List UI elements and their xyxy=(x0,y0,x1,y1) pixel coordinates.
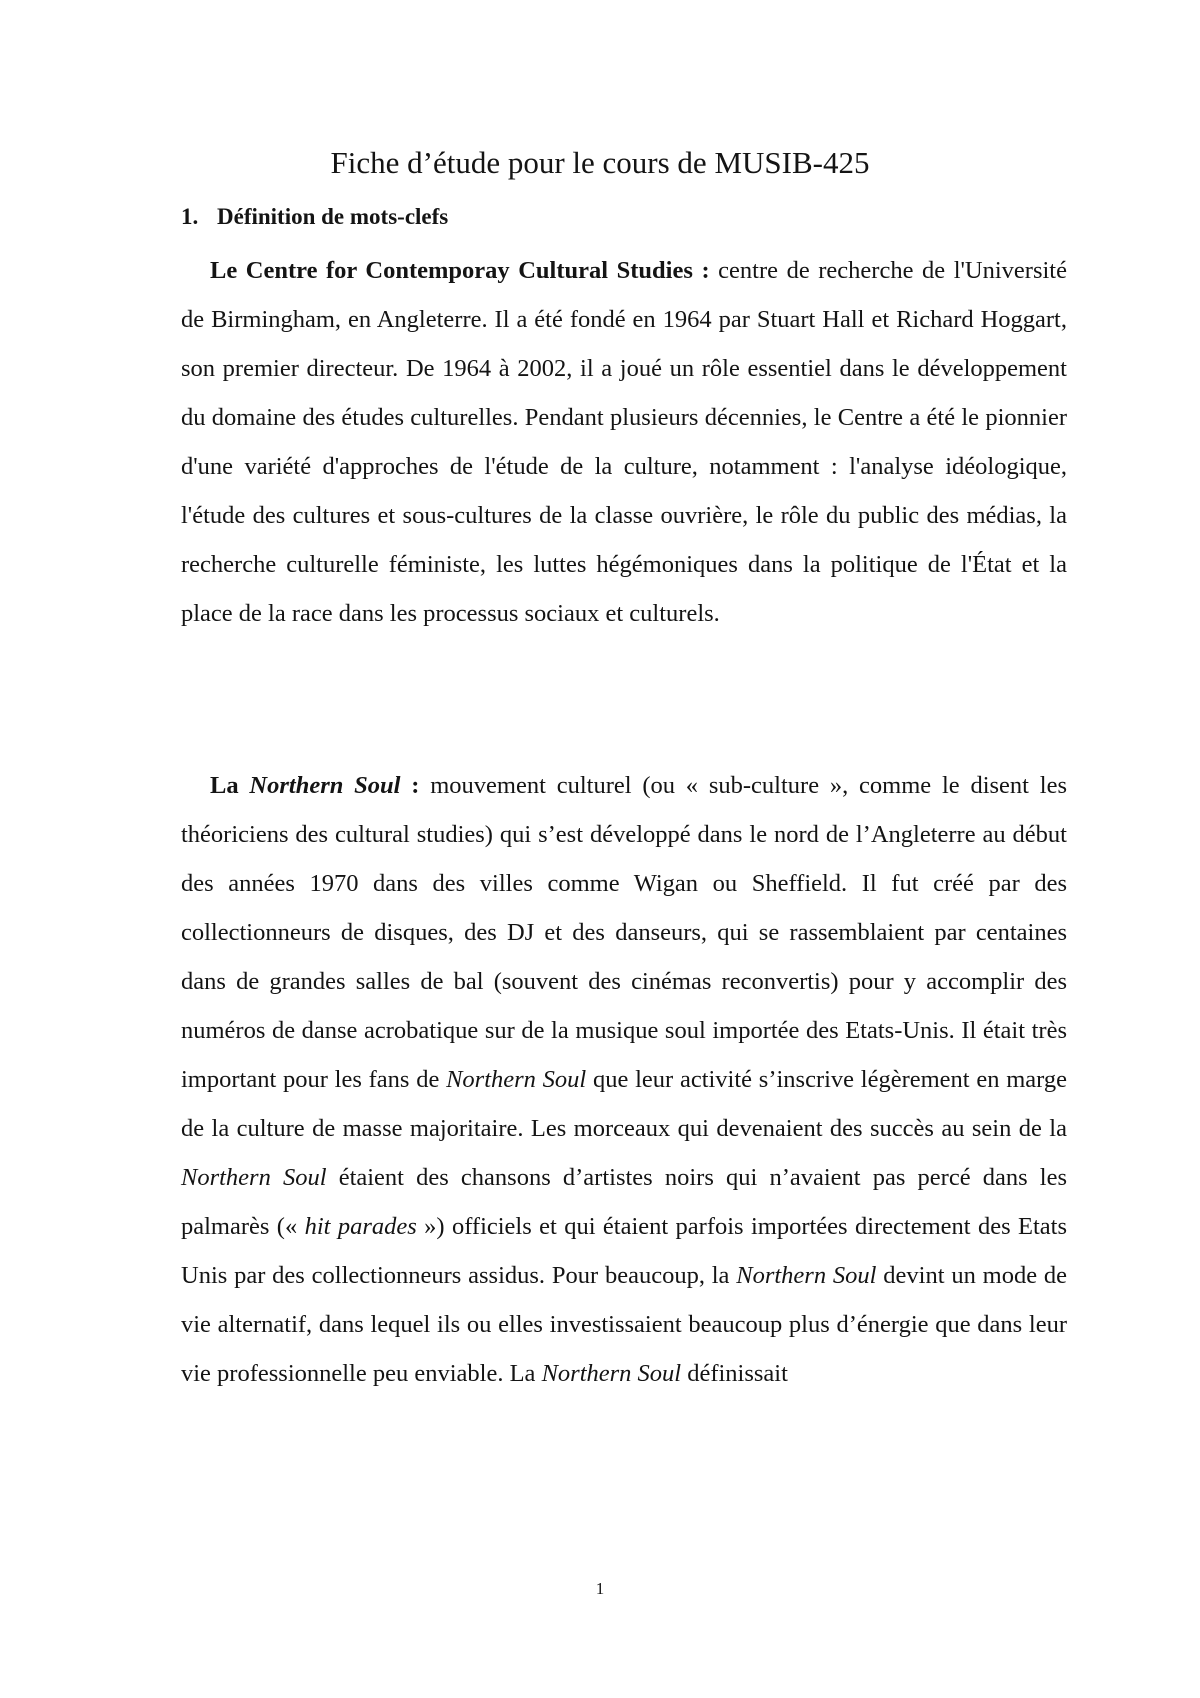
definition-text-ccs: centre de recherche de l'Université de Birmingham, en Angleterre. Il a été fondé en 1964 par Stuart Hall et Richard Hoggart, son premier directeur. De 1964 à 2002, il a joué un rôle essentiel dans le développement du domaine des études culturelles. Pendant plusieurs décennies, le Centre a été le pionnier d'une variété d'approches de l'étude de la culture, notamment : l'analyse idéologique, l'étude des cultures et sous-cultures de la classe ouvrière, le rôle du public des médias, la recherche culturelle féministe, les luttes hégémoniques dans la politique de l'État et la place de la race dans les processus sociaux et culturels. xyxy=(181,257,1067,627)
text-segment: définissait xyxy=(681,1360,788,1387)
definition-term-northern-soul xyxy=(210,772,419,799)
page-number: 1 xyxy=(595,1579,605,1598)
text-segment: que leur activité s’inscrive légèrement en marge de la culture de masse majoritaire. Les morceaux qui devenaient des succès au sein de la xyxy=(181,1066,1068,1142)
section-heading-text: Définition de mots-clefs xyxy=(217,204,449,229)
text-segment: ») officiels et qui étaient parfois importées directement des Etats Unis par des collectionneurs assidus. Pour beaucoup, la xyxy=(181,1213,1067,1289)
italic-term: hit parades xyxy=(297,1213,425,1240)
term-prefix: La xyxy=(210,772,250,799)
definition-northern-soul xyxy=(181,761,1067,1398)
definition-term-ccs: Le Centre for Contemporay Cultural Studies : xyxy=(210,257,710,284)
page-title: Fiche d’étude pour le cours de MUSIB-425 xyxy=(330,145,870,180)
text-segment: étaient des chansons d’artistes noirs qui n’avaient pas percé dans les palmarès (« xyxy=(181,1164,1067,1240)
text-segment: mouvement culturel (ou « sub-culture », comme le disent les théoriciens des cultural studies) qui s’est développé dans le nord de l’Angleterre au début des années 1970 dans des villes comme Wigan ou Sheffield. Il fut créé par des collectionneurs de disques, des DJ et des danseurs, qui se rassemblaient par centaines dans de grandes salles de bal (souvent des cinémas reconvertis) pour y accomplir des numéros de danse acrobatique sur de la musique soul importée des Etats-Unis. Il était très important pour les fans de xyxy=(181,772,1067,1093)
italic-term: Northern Soul xyxy=(181,1164,327,1191)
section-heading xyxy=(181,202,448,232)
definition-ccs xyxy=(181,246,1067,638)
italic-term: Northern Soul xyxy=(736,1262,877,1289)
term-suffix: : xyxy=(400,772,420,799)
text-segment: devint un mode de vie alternatif, dans lequel ils ou elles investissaient beaucoup plus d’énergie que dans leur vie professionnelle peu enviable. La xyxy=(181,1262,1067,1387)
term-italic: Northern Soul xyxy=(249,772,401,799)
section-number: 1. xyxy=(181,204,199,229)
italic-term: Northern Soul xyxy=(446,1066,587,1093)
italic-term: Northern Soul xyxy=(541,1360,682,1387)
